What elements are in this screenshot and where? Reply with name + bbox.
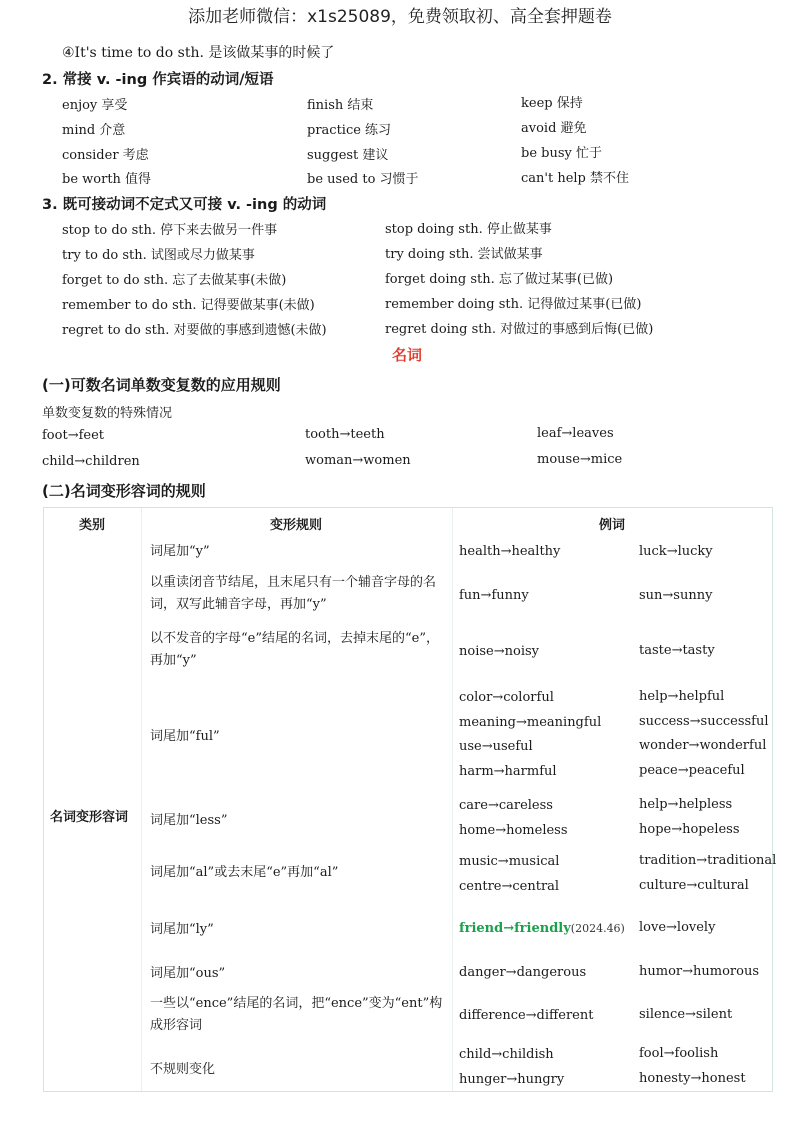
rule-cell: 词尾加“less” (150, 813, 228, 828)
verb-item: practice 练习 (307, 123, 392, 138)
verb-item: be worth 值得 (62, 172, 152, 187)
rule-cell: 词尾加“ly” (150, 922, 214, 937)
example-left: child→childish (459, 1047, 554, 1062)
rule-cell: 不规则变化 (150, 1062, 216, 1077)
example-left: hunger→hungry (459, 1072, 565, 1087)
gerund-usage: regret doing sth. 对做过的事感到后悔(已做) (385, 322, 654, 337)
verb-item: be used to 习惯于 (307, 172, 419, 187)
example-right: help→helpless (639, 797, 733, 812)
example-left: use→useful (459, 739, 533, 754)
verb-item: finish 结束 (307, 98, 374, 113)
exam-reference: (2024.46) (570, 922, 625, 935)
rule-cell: 一些以“ence”结尾的名词，把“ence”变为“ent”构成形容词 (150, 996, 443, 1033)
plural-item: child→children (42, 454, 140, 469)
gerund-usage: try doing sth. 尝试做某事 (385, 247, 543, 262)
example-right: wonder→wonderful (639, 738, 767, 753)
verb-item: can't help 禁不住 (521, 171, 630, 186)
header-category: 类别 (79, 518, 106, 533)
plural-item: tooth→teeth (305, 427, 385, 442)
plural-item: woman→women (305, 453, 411, 468)
example-left: color→colorful (459, 690, 554, 705)
example-right: hope→hopeless (639, 822, 740, 837)
rule-cell: 词尾加“ful” (150, 729, 220, 744)
example-left: centre→central (459, 879, 560, 894)
verb-item: keep 保持 (521, 96, 583, 111)
example-left: meaning→meaningful (459, 715, 602, 730)
rule-cell: 以不发音的字母“e”结尾的名词，去掉末尾的“e”，再加“y” (150, 631, 439, 668)
noun-to-adjective-table (43, 507, 777, 1092)
section-3-title: 3. 既可接动词不定式又可接 v. -ing 的动词 (42, 197, 327, 213)
part-1-subtitle: 单数变复数的特殊情况 (42, 406, 173, 421)
infinitive-usage: forget to do sth. 忘了去做某事(未做) (62, 273, 287, 288)
header-rule: 变形规则 (270, 518, 323, 533)
infinitive-usage: remember to do sth. 记得要做某事(未做) (62, 298, 315, 313)
example-right: culture→cultural (639, 878, 749, 893)
infinitive-usage: try to do sth. 试图或尽力做某事 (62, 248, 255, 263)
rule-cell: 词尾加“y” (150, 544, 210, 559)
noun-heading: 名词 (392, 346, 423, 364)
example-right: peace→peaceful (639, 763, 745, 778)
plural-item: leaf→leaves (537, 426, 614, 441)
rule-cell: 词尾加“ous” (150, 966, 226, 981)
example-right: love→lovely (639, 920, 716, 935)
example-right: luck→lucky (639, 544, 713, 559)
part-2-title: (二)名词变形容词的规则 (42, 482, 206, 500)
plural-item: foot→feet (42, 428, 105, 443)
example-right: honesty→honest (639, 1071, 746, 1086)
example-left: noise→noisy (459, 644, 539, 659)
promo-banner: 添加老师微信：x1s25089，免费领取初、高全套押题卷 (188, 7, 612, 27)
highlight-example (459, 921, 625, 936)
table-header (44, 508, 772, 536)
part-1-title: (一)可数名词单数变复数的应用规则 (42, 376, 281, 394)
gerund-usage: remember doing sth. 记得做过某事(已做) (385, 297, 642, 312)
verb-item: mind 介意 (62, 123, 126, 138)
example-left: care→careless (459, 798, 553, 813)
example-right: tradition→traditional (639, 853, 777, 868)
example-right: fool→foolish (639, 1046, 719, 1061)
example-left: harm→harmful (459, 764, 557, 779)
gerund-usage: forget doing sth. 忘了做过某事(已做) (385, 272, 614, 287)
header-examples: 例词 (599, 518, 626, 533)
verb-item: avoid 避免 (521, 121, 587, 136)
verb-item: be busy 忙于 (521, 146, 602, 161)
example-left: fun→funny (459, 588, 529, 603)
verb-item: consider 考虑 (62, 148, 149, 163)
verb-item: enjoy 享受 (62, 98, 128, 113)
verb-item: suggest 建议 (307, 148, 389, 163)
example-right: humor→humorous (639, 964, 759, 979)
infinitive-usage: stop to do sth. 停下来去做另一件事 (62, 223, 278, 238)
example-left: music→musical (459, 854, 560, 869)
rule-cell: 以重读闭音节结尾，且末尾只有一个辅音字母的名词，双写此辅音字母，再加“y” (150, 575, 437, 612)
example-right: taste→tasty (639, 643, 715, 658)
example-right: help→helpful (639, 689, 725, 704)
highlight-word-pair: friend→friendly (459, 921, 571, 936)
example-left: danger→dangerous (459, 965, 587, 980)
example-left: difference→different (459, 1008, 594, 1023)
plural-item: mouse→mice (537, 452, 623, 467)
gerund-usage: stop doing sth. 停止做某事 (385, 222, 552, 237)
infinitive-usage: regret to do sth. 对要做的事感到遗憾(未做) (62, 323, 327, 338)
example-right: sun→sunny (639, 588, 713, 603)
example-left: health→healthy (459, 544, 561, 559)
time-to-do-note: ④It's time to do sth. 是该做某事的时候了 (62, 45, 335, 61)
rule-cell: 词尾加“al”或去末尾“e”再加“al” (150, 865, 339, 880)
example-right: silence→silent (639, 1007, 733, 1022)
category-cell: 名词变形容词 (50, 810, 129, 825)
example-left: home→homeless (459, 823, 568, 838)
section-2-title: 2. 常接 v. -ing 作宾语的动词/短语 (42, 72, 274, 88)
example-right: success→successful (639, 714, 769, 729)
